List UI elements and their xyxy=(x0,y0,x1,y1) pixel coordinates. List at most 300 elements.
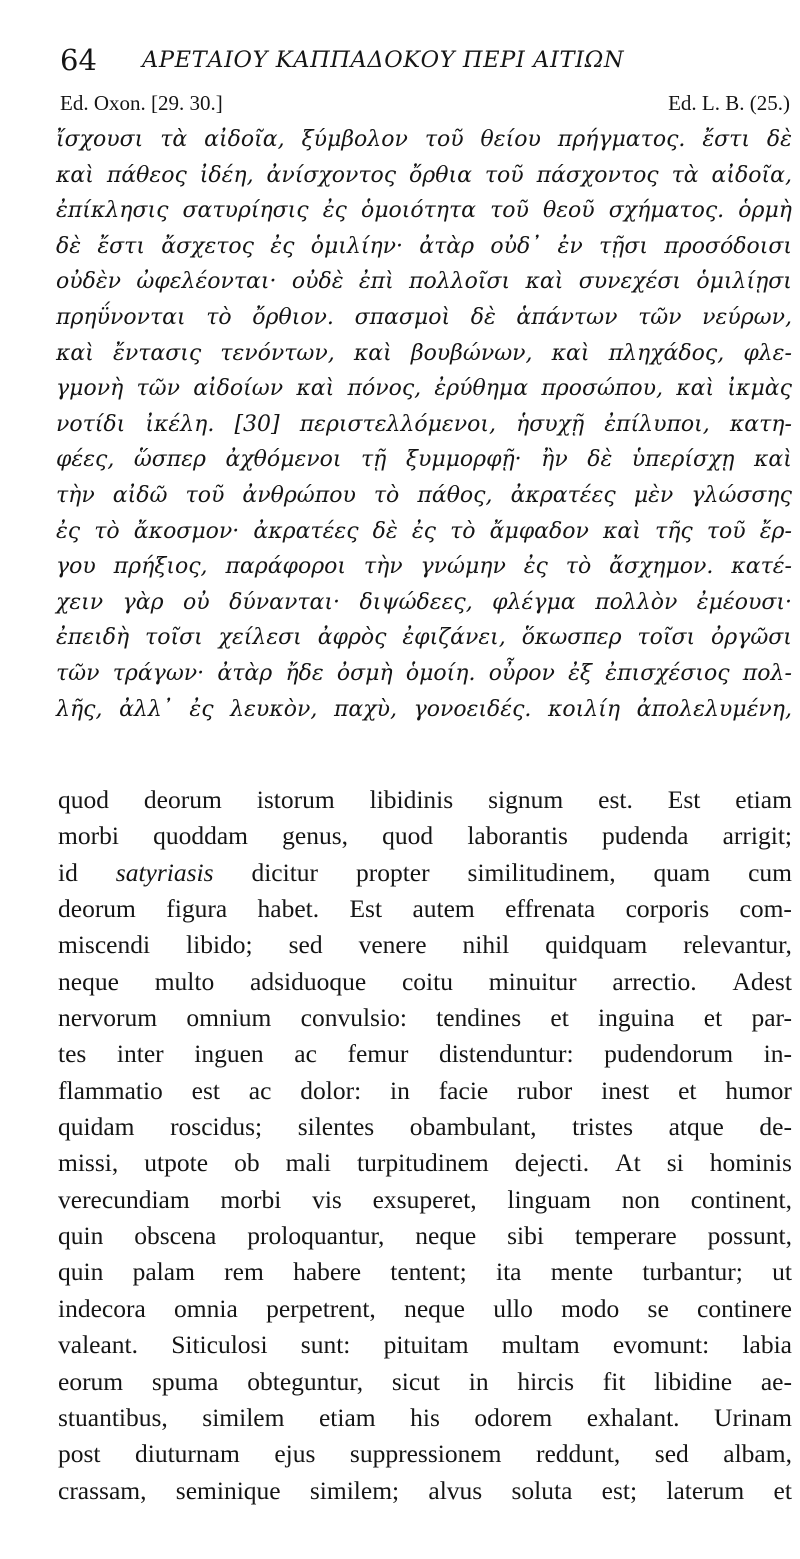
word: eorum xyxy=(58,1366,124,1396)
latin-text-line xyxy=(58,1291,792,1327)
word: κοιλίη xyxy=(548,696,621,722)
word: τενόντων, xyxy=(220,340,335,366)
word: ὄρθιον. xyxy=(252,304,334,330)
word: πάθεος xyxy=(106,162,187,188)
word: γονοειδές. xyxy=(413,696,532,722)
word: πολ- xyxy=(742,660,792,686)
word: humor xyxy=(725,1075,792,1105)
word: atque xyxy=(668,1112,724,1142)
latin-text-line xyxy=(58,1364,792,1400)
word: similem xyxy=(202,1402,285,1432)
word: θείου xyxy=(480,127,541,152)
word: mali xyxy=(285,1148,331,1178)
word: multam xyxy=(501,1330,580,1360)
oxford-edition-reference: Ed. Oxon. [29. 30.] xyxy=(60,91,223,115)
word: τοῦ xyxy=(424,127,464,152)
latin-translation-block xyxy=(58,782,792,1509)
word: φλέγμα xyxy=(492,589,576,615)
word: δὲ xyxy=(56,233,82,259)
word: ae- xyxy=(760,1366,792,1396)
word: laterum xyxy=(666,1475,745,1505)
word: ἰκέλη. xyxy=(145,411,215,437)
word: ἐπὶ xyxy=(358,269,394,295)
greek-text-block xyxy=(56,122,792,727)
word: δὲ xyxy=(372,518,398,544)
word: ὥσπερ xyxy=(133,447,206,473)
word: θεοῦ xyxy=(542,198,595,224)
greek-text-line xyxy=(56,371,792,407)
leiden-edition-reference: Ed. L. B. (25.) xyxy=(668,91,790,115)
word: vis xyxy=(312,1184,342,1214)
word: tes xyxy=(58,1039,87,1069)
word: utpote xyxy=(144,1148,209,1178)
word: καὶ xyxy=(676,376,715,402)
word: coitu xyxy=(401,966,453,996)
word: valeant. xyxy=(58,1330,138,1360)
word: σχήματος. xyxy=(608,198,725,224)
word: convulsio: xyxy=(300,1003,407,1033)
word: de- xyxy=(759,1112,792,1142)
word: neque xyxy=(415,1221,477,1251)
greek-text-line xyxy=(56,158,792,194)
latin-text-line xyxy=(58,891,792,927)
word: signum xyxy=(488,785,564,814)
word: καὶ xyxy=(353,340,392,366)
word: rubor xyxy=(517,1075,573,1105)
latin-text-line xyxy=(58,1145,792,1181)
word: γνώμην xyxy=(420,554,506,580)
latin-text-line xyxy=(58,855,792,891)
word: βουβώνων, xyxy=(410,340,533,366)
word: ἐς xyxy=(411,518,436,544)
word: effrenata xyxy=(505,894,596,924)
word: pudendorum xyxy=(604,1039,734,1069)
word: ἄσχετος xyxy=(161,233,254,259)
word: ἰκμὰς xyxy=(727,376,792,402)
word: his xyxy=(410,1402,440,1432)
word: mente xyxy=(550,1257,614,1287)
word: τὸ xyxy=(565,554,592,580)
word: inest xyxy=(601,1075,650,1105)
word: τὸ xyxy=(94,518,120,544)
word: δὲ xyxy=(587,447,613,473)
latin-text-line xyxy=(58,1000,792,1036)
word: ita xyxy=(496,1257,522,1287)
word: crassam, xyxy=(58,1475,147,1505)
word: possunt, xyxy=(707,1221,792,1251)
word: τοῦ xyxy=(185,482,225,508)
word: quin xyxy=(58,1257,104,1287)
running-title: ΑΡΕΤΑΙΟΥ ΚΑΠΠΑΔΟΚΟΥ ΠΕΡΙ ΑΙΤΙΩΝ xyxy=(142,47,625,73)
word: ἄμφαδον xyxy=(489,518,589,544)
word: ac xyxy=(248,1075,272,1105)
word: πόνος, xyxy=(347,376,422,402)
word: ξυμμορφῇ· xyxy=(405,447,522,473)
word: δὲ xyxy=(766,127,792,152)
word: οὐδὲ xyxy=(291,269,344,295)
word: morbi xyxy=(58,821,119,851)
word: si xyxy=(666,1148,684,1178)
word: continent, xyxy=(690,1184,792,1214)
word: ἰδέη, xyxy=(199,162,254,188)
word: ἐξ xyxy=(568,660,593,686)
word: et xyxy=(773,1475,792,1505)
word: καὶ xyxy=(296,376,335,402)
word: morbi xyxy=(220,1184,282,1214)
word: προσώπου, xyxy=(541,376,663,402)
latin-text-line xyxy=(58,1327,792,1363)
word: sed xyxy=(654,1439,689,1469)
word: Adest xyxy=(732,966,792,996)
latin-text-line xyxy=(58,1109,792,1145)
word: ἴσχουσι xyxy=(56,127,144,152)
word: hominis xyxy=(709,1148,792,1178)
latin-text-line xyxy=(58,1254,792,1290)
word: ἀπολελυμένη, xyxy=(636,696,792,722)
word: νοτίδι xyxy=(56,411,126,437)
greek-text-line xyxy=(56,264,792,300)
word: facie xyxy=(438,1075,489,1105)
word: deorum xyxy=(143,785,222,814)
word: ἀλλ᾽ xyxy=(119,696,173,722)
word: spuma xyxy=(151,1366,219,1396)
word: inguen xyxy=(194,1039,264,1069)
word: ἐς xyxy=(523,554,548,580)
greek-text-line xyxy=(56,122,792,158)
word: cum xyxy=(748,857,792,887)
word: Est xyxy=(349,894,383,924)
word: istorum xyxy=(256,785,335,814)
word: αἰδοίων xyxy=(193,376,284,402)
word: flammatio xyxy=(58,1075,163,1105)
word: τοῖσι xyxy=(637,625,696,651)
word: est. xyxy=(598,785,633,814)
word: χείλεσι xyxy=(218,625,302,651)
word: in xyxy=(468,1366,489,1396)
greek-text-line xyxy=(56,407,792,443)
word: Siticulosi xyxy=(171,1330,268,1360)
word: indecora xyxy=(58,1293,146,1323)
word: similem; xyxy=(309,1475,400,1505)
word: autem xyxy=(412,894,475,924)
word: pituitam xyxy=(383,1330,469,1360)
word: laborantis xyxy=(467,821,568,851)
word: libidinis xyxy=(369,785,454,814)
word: figura xyxy=(166,894,228,924)
word: minuitur xyxy=(488,966,577,996)
word: post xyxy=(58,1439,101,1469)
word: sed xyxy=(288,930,323,960)
word: τῶν xyxy=(56,660,100,686)
word: fit xyxy=(602,1366,626,1396)
word: quin xyxy=(58,1221,104,1251)
latin-text-line xyxy=(58,927,792,963)
word: turbantur; xyxy=(642,1257,743,1287)
word: ὅκωσπερ xyxy=(521,625,622,651)
latin-text-line xyxy=(58,818,792,854)
word: ἔρ- xyxy=(759,518,792,544)
word: rem xyxy=(224,1257,264,1287)
word: multo xyxy=(154,966,215,996)
word: πληχάδος, xyxy=(608,340,725,366)
word: ἐς xyxy=(56,518,81,544)
word: τοῦ xyxy=(484,162,524,188)
word: ἁπάντων xyxy=(516,304,618,330)
greek-text-line xyxy=(56,336,792,372)
word: exsuperet, xyxy=(372,1184,477,1214)
latin-text-line xyxy=(58,1400,792,1436)
word: obscena xyxy=(134,1221,217,1251)
word: κατη- xyxy=(729,411,792,437)
word: ullo xyxy=(493,1293,533,1323)
word: quoddam xyxy=(153,821,248,851)
greek-text-line xyxy=(56,656,792,692)
word: φλε- xyxy=(743,340,792,366)
latin-text-line xyxy=(58,1073,792,1109)
word: γμονὴ xyxy=(56,376,124,402)
word: πρήξιος, xyxy=(113,554,208,580)
word: ὀργῶσι xyxy=(711,625,792,651)
word: τὴν xyxy=(56,482,95,508)
word: id xyxy=(58,857,78,887)
greek-text-line xyxy=(56,229,792,265)
word: seminique xyxy=(175,1475,281,1505)
word: tristes xyxy=(572,1112,634,1142)
word: etiam xyxy=(735,785,792,814)
word: satyriasis xyxy=(115,857,214,887)
word: in xyxy=(390,1075,410,1105)
greek-text-line xyxy=(56,442,792,478)
word: perpetrent, xyxy=(266,1293,376,1323)
word: hircis xyxy=(517,1366,574,1396)
word: neque xyxy=(404,1293,465,1323)
edition-reference-line xyxy=(60,88,790,118)
word: ὠφελέονται· xyxy=(136,269,277,295)
word: ὁμοίη. xyxy=(405,660,476,686)
greek-text-line xyxy=(56,620,792,656)
word: τῶν xyxy=(136,376,180,402)
word: συνεχέσι xyxy=(578,269,682,295)
word: pudenda xyxy=(602,821,689,851)
word: soluta xyxy=(511,1475,573,1505)
word: ὁρμὴ xyxy=(738,198,792,224)
word: τὸ xyxy=(373,482,400,508)
greek-text-line xyxy=(56,549,792,585)
word: dolor: xyxy=(300,1075,362,1105)
word: et xyxy=(703,1003,723,1033)
word: ἔστι xyxy=(702,127,750,152)
word: προσόδοισι xyxy=(664,233,792,259)
word: χειν xyxy=(56,589,104,615)
word: ἐπειδὴ xyxy=(56,625,130,651)
word: verecundiam xyxy=(58,1184,190,1214)
word: ἀτὰρ xyxy=(419,233,475,259)
word: παχὺ, xyxy=(333,696,397,722)
word: καὶ xyxy=(56,340,94,366)
word: γὰρ xyxy=(122,589,164,615)
greek-text-line xyxy=(56,300,792,336)
word: in- xyxy=(763,1039,792,1069)
word: est; xyxy=(601,1475,638,1505)
latin-text-line xyxy=(58,782,792,818)
word: νεύρων, xyxy=(702,304,792,330)
word: ἐς xyxy=(322,198,347,224)
word: distenduntur: xyxy=(438,1039,574,1069)
word: παράφοροι xyxy=(225,554,347,580)
word: sicut xyxy=(391,1366,440,1396)
word: missi, xyxy=(58,1148,119,1178)
word: δύνανται· xyxy=(229,589,340,615)
word: ἐς xyxy=(270,233,295,259)
word: τὰ xyxy=(160,127,188,152)
word: inter xyxy=(116,1039,164,1069)
word: dejecti. xyxy=(514,1148,590,1178)
word: οὐδ᾽ xyxy=(490,233,542,259)
word: stuantibus, xyxy=(58,1402,168,1432)
word: οὐ xyxy=(183,589,210,615)
word: πάσχοντος xyxy=(536,162,659,188)
word: arrectio. xyxy=(612,966,697,996)
word: ἐς xyxy=(189,696,214,722)
word: ἐρύθημα xyxy=(434,376,529,402)
word: sibi xyxy=(507,1221,544,1251)
word: corporis xyxy=(625,894,710,924)
word: non xyxy=(621,1184,660,1214)
word: ὑπερίσχῃ xyxy=(631,447,735,473)
word: se xyxy=(647,1293,669,1323)
word: δὲ xyxy=(470,304,496,330)
word: τὰ xyxy=(671,162,699,188)
word: ξύμβολον xyxy=(301,127,408,152)
word: ἐπίκλησις xyxy=(56,198,169,224)
word: ἔστι xyxy=(97,233,145,259)
word: τὸ xyxy=(206,304,232,330)
word: καὶ xyxy=(525,269,564,295)
word: et xyxy=(550,1003,569,1033)
word: quidam xyxy=(58,1112,135,1142)
word: femur xyxy=(347,1039,409,1069)
word: ἄκοσμον· xyxy=(133,518,240,544)
word: est xyxy=(191,1075,220,1105)
greek-text-line xyxy=(56,478,792,514)
latin-text-line xyxy=(58,964,792,1000)
word: γου xyxy=(56,554,96,580)
word: ἤδε xyxy=(285,660,324,686)
word: καὶ xyxy=(753,447,792,473)
word: deorum xyxy=(58,894,136,924)
greek-text-line xyxy=(56,692,792,728)
word: odorem xyxy=(474,1402,553,1432)
word: alvus xyxy=(428,1475,483,1505)
word: κατέ- xyxy=(731,554,792,580)
word: etiam xyxy=(318,1402,376,1432)
word: ἔντασις xyxy=(113,340,202,366)
word: albam, xyxy=(723,1439,792,1469)
word: πρήγματος. xyxy=(557,127,686,152)
word: πάθος, xyxy=(417,482,493,508)
word: ἄσχημον. xyxy=(609,554,714,580)
greek-text-line xyxy=(56,585,792,621)
word: ἀκρατέες xyxy=(253,518,359,544)
word: φέες, xyxy=(56,447,115,473)
word: τῆς xyxy=(655,518,693,544)
word: quidquam xyxy=(545,930,648,960)
word: τῇσι xyxy=(599,233,649,259)
word: roscidus; xyxy=(170,1112,263,1142)
word: [30] xyxy=(234,411,280,437)
word: τοῖσι xyxy=(145,625,203,651)
word: αἰδοῖα, xyxy=(711,162,792,188)
greek-text-line xyxy=(56,514,792,550)
word: σατυρίησις xyxy=(182,198,309,224)
word: quod xyxy=(382,821,434,851)
word: ἡσυχῇ xyxy=(516,411,585,437)
word: turpitudinem xyxy=(357,1148,489,1178)
word: τράγων· xyxy=(112,660,205,686)
word: propter xyxy=(355,857,430,887)
word: par- xyxy=(751,1003,792,1033)
latin-text-line xyxy=(58,1036,792,1072)
word: omnia xyxy=(174,1293,238,1323)
word: quod xyxy=(58,785,109,814)
word: καὶ xyxy=(56,162,94,188)
running-head xyxy=(60,40,790,80)
word: relevantur, xyxy=(683,930,792,960)
word: Est xyxy=(667,785,701,814)
word: ac xyxy=(294,1039,317,1069)
latin-text-line xyxy=(58,1473,792,1509)
word: πρηΰνονται xyxy=(56,304,186,330)
word: αἰδῶ xyxy=(112,482,168,508)
word: com- xyxy=(739,894,792,924)
word: libido; xyxy=(186,930,253,960)
word: ἀνθρώπου xyxy=(242,482,356,508)
word: καὶ xyxy=(603,518,641,544)
word: similitudinem, xyxy=(467,857,616,887)
word: habet. xyxy=(257,894,320,924)
word: τοῦ xyxy=(490,198,529,224)
word: ἀτὰρ xyxy=(217,660,273,686)
word: silentes xyxy=(297,1112,375,1142)
word: modo xyxy=(561,1293,620,1323)
word: nervorum xyxy=(58,1003,158,1033)
word: μὲν xyxy=(633,482,674,508)
word: γλώσσης xyxy=(691,482,792,508)
word: neque xyxy=(58,966,119,996)
word: habere xyxy=(293,1257,362,1287)
word: ἐπισχέσιος xyxy=(605,660,730,686)
word: ἀκρατέες xyxy=(510,482,616,508)
word: τῶν xyxy=(638,304,682,330)
word: palam xyxy=(132,1257,195,1287)
word: πολλὸν xyxy=(595,589,678,615)
page-number: 64 xyxy=(60,43,97,77)
word: πολλοῖσι xyxy=(409,269,511,295)
word: ἐπίλυποι, xyxy=(604,411,710,437)
word: τῇ xyxy=(360,447,387,473)
word: καὶ xyxy=(551,340,590,366)
word: τὸ xyxy=(450,518,476,544)
greek-text-line xyxy=(56,193,792,229)
word: tendines xyxy=(436,1003,522,1033)
word: ἀνίσχοντος xyxy=(266,162,397,188)
latin-text-line xyxy=(58,1436,792,1472)
word: Urinam xyxy=(714,1402,792,1432)
word: labia xyxy=(742,1330,792,1360)
word: ἀχθόμενοι xyxy=(225,447,342,473)
word: ἐν xyxy=(557,233,583,259)
word: libidine xyxy=(654,1366,733,1396)
